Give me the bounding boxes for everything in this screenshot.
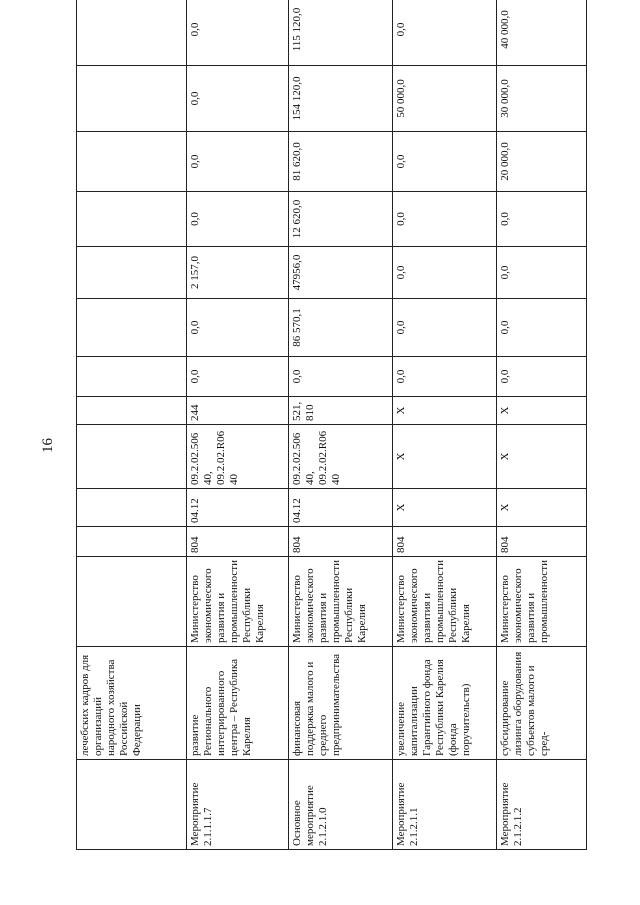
cell-rzpr: Х (393, 489, 497, 527)
table-row (77, 0, 187, 850)
cell-value: 0,0 (497, 357, 587, 397)
cell-name: увеличение капитализации Гарантийного фонда Республики Карелия (фонда поручительств) (393, 647, 497, 760)
cell-name: развитие Регионального интегрированного центра – Республика Карелия (187, 647, 289, 760)
cell-grbs: 804 (393, 527, 497, 557)
cell-value: 0,0 (187, 132, 289, 192)
cell-value: 86 570,1 (289, 299, 393, 357)
rotated-table-content (76, 7, 586, 850)
cell-grbs: 804 (187, 527, 289, 557)
cell-value: 0,0 (393, 192, 497, 247)
cell-vr (77, 397, 187, 425)
cell-value: 0,0 (289, 357, 393, 397)
table-row (497, 0, 587, 850)
cell-vr: Х (393, 397, 497, 425)
cell-executor: Министерство экономического развития и промышленности Республики Карелия (289, 557, 393, 647)
page-number (38, 430, 58, 460)
cell-name: субсидирование лизинга оборудования субъектов малого и сред- (497, 647, 587, 760)
cell-grbs: 804 (497, 527, 587, 557)
cell-value: 12 620,0 (289, 192, 393, 247)
table-row (187, 0, 289, 850)
cell-rzpr: Х (497, 489, 587, 527)
cell-value (77, 66, 187, 132)
cell-value: 154 120,0 (289, 66, 393, 132)
cell-grbs (77, 527, 187, 557)
cell-value: 81 620,0 (289, 132, 393, 192)
cell-value: 20 000,0 (497, 132, 587, 192)
cell-value: 0,0 (497, 247, 587, 299)
cell-value: 0,0 (187, 66, 289, 132)
cell-value: 47956,0 (289, 247, 393, 299)
cell-value (77, 0, 187, 66)
cell-value: 115 120,0 (289, 0, 393, 66)
cell-vr: 244 (187, 397, 289, 425)
cell-csr (77, 425, 187, 489)
cell-csr: Х (393, 425, 497, 489)
cell-grbs: 804 (289, 527, 393, 557)
cell-rzpr: 04.12 (187, 489, 289, 527)
cell-name: лечебских кадров для организаций народного хозяйства Российской Федерации (77, 647, 187, 760)
cell-value: 0,0 (497, 299, 587, 357)
cell-rzpr (77, 489, 187, 527)
cell-code: Мероприятие 2.1.2.1.2 (497, 760, 587, 850)
cell-executor: Министерство экономического развития и промышленности Республики Карелия (187, 557, 289, 647)
cell-value: 0,0 (187, 192, 289, 247)
cell-value: 30 000,0 (497, 66, 587, 132)
cell-code (77, 760, 187, 850)
cell-value: 0,0 (393, 299, 497, 357)
cell-executor: Министерство экономического развития и промышленности Республики Карелия (393, 557, 497, 647)
cell-name: финансовая поддержка малого и среднего предпринимательства (289, 647, 393, 760)
cell-value (77, 247, 187, 299)
rotated-table-frame (76, 7, 586, 850)
cell-value: 0,0 (393, 132, 497, 192)
cell-executor (77, 557, 187, 647)
table-row (393, 0, 497, 850)
cell-code: Основное мероприятие 2.1.2.1.0 (289, 760, 393, 850)
budget-table (76, 0, 587, 850)
cell-value: 0,0 (187, 299, 289, 357)
cell-code: Мероприятие 2.1.2.1.1 (393, 760, 497, 850)
cell-value: 0,0 (393, 247, 497, 299)
table-row (289, 0, 393, 850)
cell-value (77, 299, 187, 357)
cell-value (77, 192, 187, 247)
cell-value: 0,0 (497, 192, 587, 247)
cell-executor: Министерство экономического развития и промышленности (497, 557, 587, 647)
cell-vr: 521, 810 (289, 397, 393, 425)
cell-csr: Х (497, 425, 587, 489)
cell-code: Мероприятие 2.1.1.1.7 (187, 760, 289, 850)
cell-value: 0,0 (187, 357, 289, 397)
cell-value: 0,0 (187, 0, 289, 66)
cell-value: 2 157,0 (187, 247, 289, 299)
cell-value: 0,0 (393, 357, 497, 397)
cell-value: 50 000,0 (393, 66, 497, 132)
cell-value: 40 000,0 (497, 0, 587, 66)
cell-value: 0,0 (393, 0, 497, 66)
cell-csr: 09.2.02.50640, 09.2.02.R0640 (187, 425, 289, 489)
cell-vr: Х (497, 397, 587, 425)
cell-value (77, 357, 187, 397)
cell-csr: 09.2.02.50640, 09.2.02.R0640 (289, 425, 393, 489)
cell-rzpr: 04.12 (289, 489, 393, 527)
page-number-text: 16 (39, 437, 56, 453)
cell-value (77, 132, 187, 192)
